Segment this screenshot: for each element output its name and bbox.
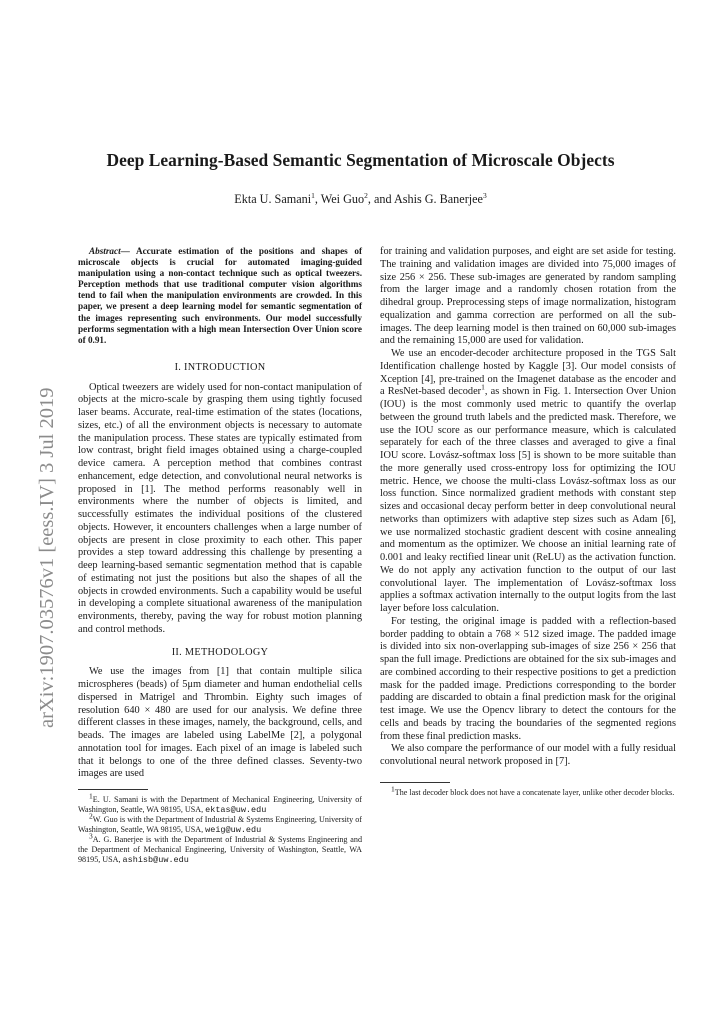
testing-paragraph: For testing, the original image is padded with a reflection-based border padding to obtain a 768 × 512 sized image. The padded image is divided into six non-overlapping sub-images of size 256 × 256 that span the full image. Predictions are obtained for the six sub-images and are combined according to their respective positions to get a prediction mask for the padded image. Predictions corresponding to the border padding are discarded to obtain a final prediction mask for the original test image. We use the Opencv library to detect the contours for the cells and beads by tracing the boundaries of the segmented regions from these final prediction masks. [380,615,676,742]
author-list [0,192,721,207]
footnote-text: The last decoder block does not have a concatenate layer, unlike other decoder blocks. [394,787,675,797]
methodology-continued-paragraph: for training and validation purposes, and eight are set aside for testing. The training and validation images are divided into 75,000 images of size 256 × 256. These sub-images are generated by random sampling from the larger image and a randomly chosen rotation from the dihedral group. Preprocessing steps of image normalization, histogram equalization and gamma correction are performed on all the sub-images. The deep learning model is then trained on 60,000 sub-images and the remaining 15,000 are used for validation. [380,246,676,347]
email-address: ektas@uw.edu [205,804,267,815]
section-heading-methodology: II. METHODOLOGY [171,646,269,658]
author-separator: , and [367,192,394,206]
footnote [78,831,362,865]
footnote-text: W. Guo is with the Department of Industrial & Systems Engineering, University of Washington, Seattle, WA 98195, USA, [78,815,362,834]
abstract-dash: — [120,246,136,256]
footnote-mark: 1 [89,791,93,801]
footnote-mark: 1 [391,784,395,794]
right-column [380,246,676,797]
comparison-paragraph: We also compare the performance of our model with a fully residual convolutional neural network proposed in [7]. [380,743,676,767]
arxiv-identifier: arXiv:1907.03576v1 [eess.IV] 3 Jul 2019 [36,387,58,728]
footnote-mark: 2 [89,811,93,821]
abstract [78,246,362,346]
email-address: weig@uw.edu [205,824,262,835]
footnote-rule [380,782,676,783]
author-name: Ashis G. Banerjee [393,192,483,206]
footnote [78,811,362,835]
footnote-reference: 1 [481,382,485,392]
architecture-text-continued: , as shown in Fig. 1. Intersection Over Union (IOU) is the most commonly used metric to quantify the overlap between the ground truth labels and the predicted mask. Therefore, we use the IOU score as our performance measure, which is calculated separately for each of the three classes and averaged to give a final IOU score. Lovász-softmax loss [5] is shown to be more suitable than the more generally used cross-entropy loss for optimizing the IOU metric. Hence, we choose the multi-class Lovász-softmax loss as our loss function. Since normalized gradient methods with constant step sizes and occasional decay perform better in deep convolutional neural networks than optimizers with adaptive step sizes such as Adam [6], we use normalized stochastic gradient descent with cosine annealing and momentum as the optimizer. We choose an initial learning rate of 0.001 and leaky rectified linear unit (ReLU) as the activation function. We do not apply any activation function to the output of our last convolutional layer. The implementation of Lovász-softmax loss applies a softmax activation internally to the output logits from the last layer before loss calculation. [380,386,677,614]
introduction-paragraph: Optical tweezers are widely used for non-contact manipulation of objects at the micro-scale by grasping them using tightly focused laser beams. Accurate, real-time estimation of the states (locations, sizes, etc.) of all the environment objects is necessary to automate the manipulation process. These states are typically estimated from low contrast, bright field images obtained using a charge-coupled device camera. A perception method that combines contrast enhancement, edge detection, and convolutional neural networks is proposed in [1]. The method performs reasonably well in environments where the number of objects is limited, and successfully estimates the individual positions of the clustered objects. However, it encounters challenges when a large number of objects are present in close proximity to each other. This paper provides a step toward addressing this challenge by presenting a deep learning-based semantic segmentation method that is capable of estimating not just the positions but also the shapes of all the objects in crowded environments. Such a capability would be useful in developing a complete situational awareness of the manipulation environments, thereby, paving the way for robust motion planning and control methods. [78,381,362,635]
author-name: Wei Guo [320,192,365,206]
author-separator: , [314,192,321,206]
footnote [78,791,362,815]
affiliation-mark: 2 [364,190,368,200]
architecture-paragraph [380,348,676,616]
abstract-label: Abstract [89,246,121,256]
paper-title: Deep Learning-Based Semantic Segmentation of Microscale Objects [106,150,615,170]
footnote-mark: 3 [89,831,93,841]
abstract-text: Accurate estimation of the positions and shapes of microscale objects is crucial for automated imaging-guided manipulation using a non-contact technique such as optical tweezers. Perception methods that use traditional computer vision algorithms tend to fail when the manipulation environments are crowded. In this paper, we present a deep learning model for semantic segmentation of the images representing such environments. Our model successfully performs segmentation with a high mean Intersection Over Union score of 0.91. [78,246,362,345]
affiliation-mark: 1 [311,190,315,200]
footnote-rule [78,789,362,790]
affiliation-mark: 3 [482,190,487,200]
methodology-paragraph: We use the images from [1] that contain multiple silica microspheres (beads) of 5μm diameter and human endothelial cells dispersed in Matrigel and Thrombin. Eighty such images of resolution 640 × 480 are used for our analysis. We define three different classes in these images, namely, the background, cells, and beads. The images are labeled using LabelMe [2], a polygonal annotation tool for images. Each pixel of an image is labeled such that it belongs to one of the three defined classes. Seventy-two images are used [78,666,362,780]
section-heading-introduction: I. INTRODUCTION [174,361,266,373]
footnote-text: E. U. Samani is with the Department of Mechanical Engineering, University of Washington, Seattle, WA 98195, USA, [78,795,362,814]
architecture-text: We use an encoder-decoder architecture proposed in the TGS Salt Identification challenge hosted by Kaggle [3]. Our model consists of Xception [4], pre-trained on the Imagenet database as the encoder and a ResNet-based decoder [380,348,676,398]
affiliation-footnotes [78,791,362,865]
email-address: ashisb@uw.edu [122,854,189,865]
footnote-text: A. G. Banerjee is with the Department of Industrial & Systems Engineering and the Department of Mechanical Engineering, University of Washington, Seattle, WA 98195, USA, [78,835,362,864]
left-column [78,246,362,865]
decoder-footnote [380,784,676,798]
author-name: Ekta U. Samani [234,192,312,206]
